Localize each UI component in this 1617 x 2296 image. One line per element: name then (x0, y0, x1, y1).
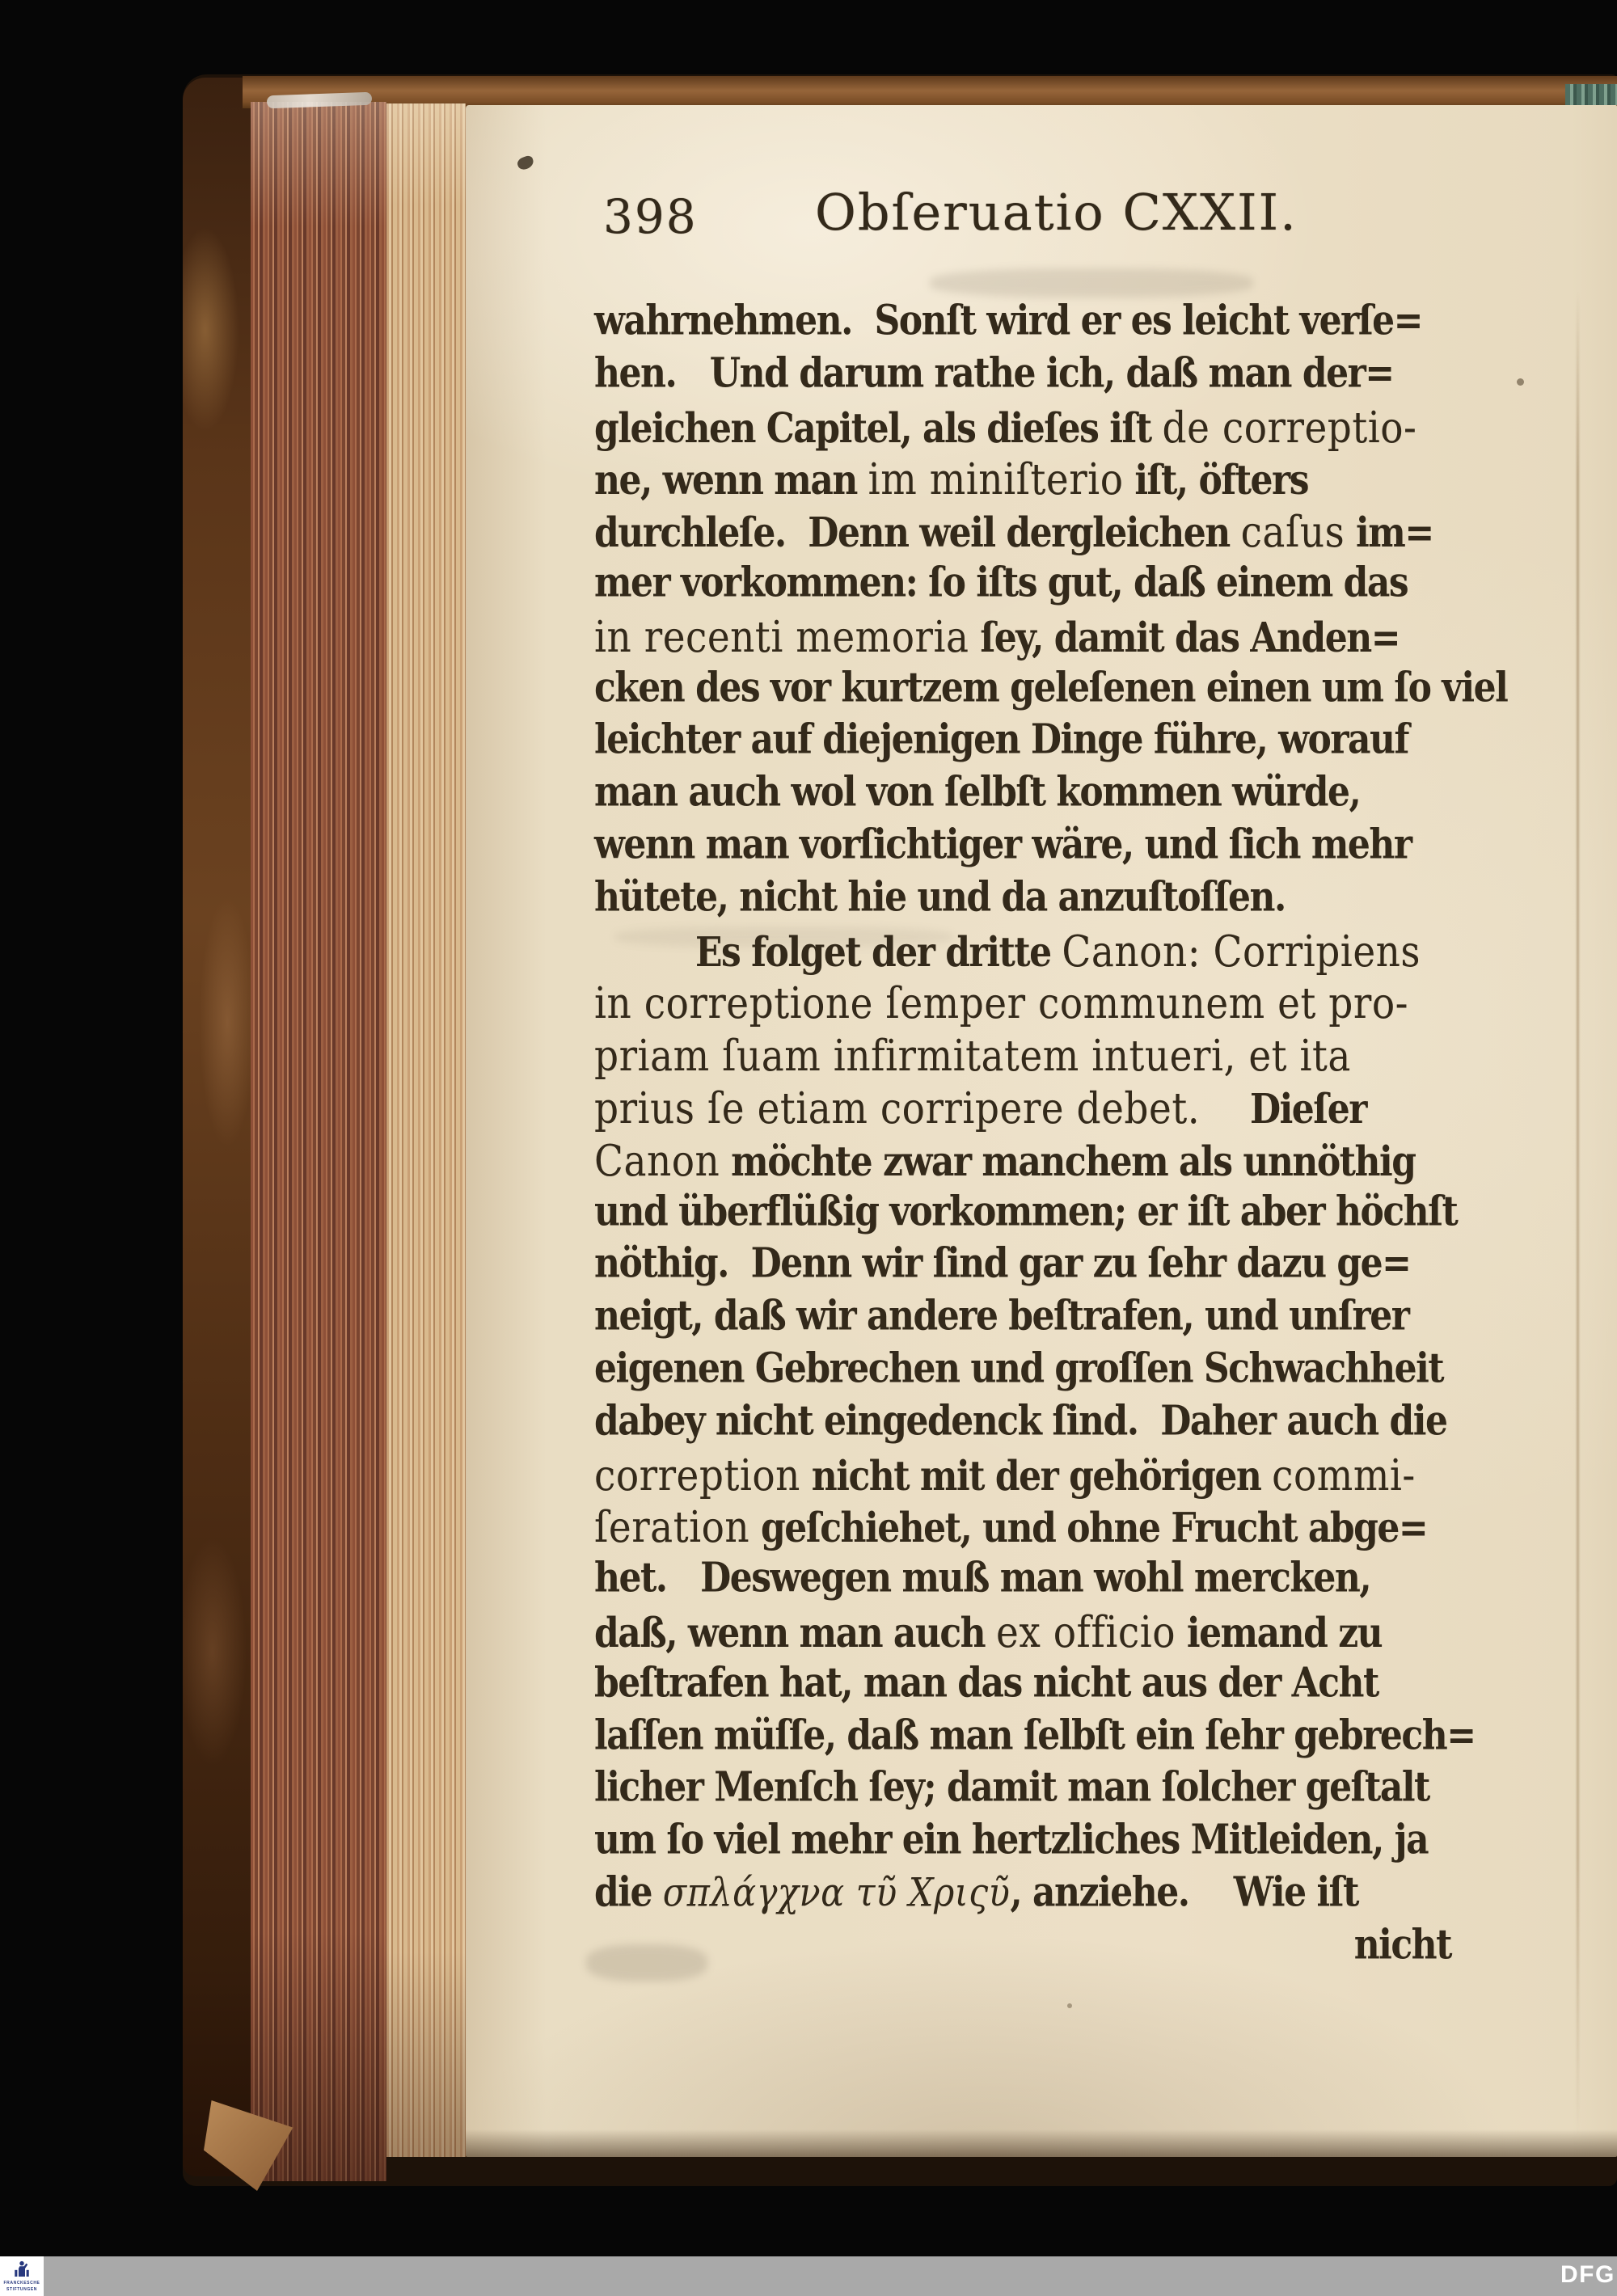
library-logo-name-line1: FRANCKESCHE (3, 2281, 40, 2286)
text-segment-antiqua: de correptio- (1162, 403, 1417, 454)
text-line (594, 1817, 1428, 1863)
text-segment-fraktur: hen. Und darum rathe ich, daß man der= (594, 350, 1394, 398)
text-line (594, 978, 1408, 1029)
text-segment-fraktur: möchte zwar manchem als unnöthig (720, 1138, 1416, 1186)
text-segment-fraktur: die (594, 1869, 663, 1917)
text-segment-fraktur: im= (1345, 509, 1433, 557)
catchword-line (1354, 1922, 1451, 1969)
text-line (594, 1345, 1443, 1392)
text-segment-fraktur: eigenen Gebrechen und groſſen Schwachheit (594, 1345, 1444, 1393)
text-line (594, 1555, 1370, 1602)
text-segment-antiqua: correption (594, 1450, 800, 1501)
text-segment-fraktur: iemand zu (1176, 1610, 1383, 1657)
digitization-footer-bar (0, 2256, 1617, 2296)
text-segment-fraktur: nöthig. Denn wir ſind gar zu ſehr dazu ge= (594, 1240, 1411, 1288)
text-segment-fraktur: um ſo viel mehr ein hertzliches Mitleiden, ja (594, 1817, 1429, 1864)
text-segment-fraktur: und überflüßig vorkommen; er iſt aber höchſt (594, 1188, 1458, 1236)
text-segment-fraktur: , anziehe. Wie iſt (1010, 1869, 1358, 1917)
text-line (594, 1712, 1476, 1759)
text-line (594, 454, 1308, 505)
dfg-logo: DFG (1560, 2261, 1615, 2288)
text-line (594, 1764, 1429, 1811)
text-segment-fraktur: iſt, öfters (1123, 457, 1308, 504)
library-logo-box (0, 2256, 44, 2296)
text-segment-antiqua: in correptione ſemper communem et pro- (594, 978, 1409, 1029)
text-line (594, 1660, 1378, 1707)
text-line (594, 1450, 1416, 1501)
text-segment-antiqua: caſus (1240, 507, 1345, 558)
text-line (594, 874, 1286, 921)
text-segment-fraktur: licher Menſch ſey; damit man ſolcher geſtalt (594, 1764, 1429, 1812)
text-segment-fraktur: daß, wenn man auch (594, 1610, 996, 1657)
text-segment-antiqua: priam ſuam infirmitatem intueri, et ita (594, 1031, 1351, 1082)
text-line (594, 1398, 1446, 1445)
text-line (594, 507, 1433, 558)
text-line (695, 926, 1421, 977)
page-number: 398 (603, 189, 698, 244)
text-segment-fraktur: wahrnehmen. Sonſt wird er es leicht verſe= (594, 298, 1423, 345)
text-line (594, 665, 1507, 711)
text-segment-fraktur: nicht (1353, 1922, 1451, 1969)
text-segment-antiqua: im miniſterio (868, 454, 1124, 505)
text-segment-antiqua: in recenti memoria (594, 612, 969, 663)
text-segment-fraktur: dabey nicht eingedenck ſind. Daher auch die (594, 1398, 1447, 1446)
text-segment-fraktur: beſtrafen hat, man das nicht aus der Acht (594, 1660, 1378, 1707)
text-segment-fraktur: Dieſer (1249, 1086, 1366, 1133)
text-segment-antiqua: ex officio (996, 1607, 1176, 1658)
text-line (594, 1240, 1411, 1287)
text-segment-fraktur: het. Deswegen muß man wohl mercken, (594, 1555, 1371, 1602)
text-line (594, 716, 1408, 763)
text-segment-antiqua: Canon: Corripiens (1062, 926, 1421, 977)
text-segment-antiqua: prius ſe etiam corripere debet. (594, 1083, 1250, 1134)
text-segment-fraktur: neigt, daß wir andere beſtrafen, und unſrer (594, 1293, 1409, 1340)
text-segment-fraktur: leichter auf diejenigen Dinge führe, worauf (594, 716, 1408, 764)
text-line (594, 1502, 1427, 1553)
text-line (594, 1083, 1366, 1134)
text-segment-greek: σπλάγχνα τῦ Χριςῦ (662, 1870, 1011, 1917)
franckesche-stiftungen-logo-icon (13, 2260, 31, 2280)
text-segment-fraktur: nicht mit der gehörigen (800, 1453, 1273, 1500)
text-line (594, 769, 1360, 816)
text-segment-antiqua: ſeration (594, 1502, 750, 1553)
text-segment-fraktur: geſchiehet, und ohne Frucht abge= (749, 1505, 1428, 1552)
text-line (594, 1188, 1457, 1235)
text-line (594, 298, 1422, 344)
text-segment-fraktur: gleichen Capitel, als dieſes iſt (594, 405, 1163, 453)
text-segment-fraktur: Es folget der dritte (695, 929, 1062, 977)
text-segment-fraktur: laſſen müſſe, daß man ſelbſt ein ſehr gebrech= (594, 1712, 1476, 1760)
text-segment-fraktur: man auch wol von ſelbſt kommen würde, (594, 769, 1361, 817)
library-logo-name-line2: STIFTUNGEN (6, 2286, 37, 2292)
text-segment-fraktur: wenn man vorſichtiger wäre, und ſich mehr (594, 821, 1412, 869)
text-segment-antiqua: commi- (1272, 1450, 1416, 1501)
text-segment-fraktur: cken des vor kurtzem geleſenen einen um ſo viel (594, 665, 1508, 712)
text-line (594, 1136, 1415, 1187)
text-line (594, 1607, 1382, 1658)
text-segment-fraktur: mer vorkommen: ſo iſts gut, daß einem das (594, 559, 1408, 607)
text-line (594, 821, 1412, 868)
text-segment-antiqua: Canon (594, 1136, 720, 1187)
text-line (594, 1293, 1408, 1340)
text-segment-fraktur: hütete, nicht hie und da anzuſtoſſen. (594, 874, 1286, 922)
running-title: Obſeruatio CXXII. (815, 183, 1298, 242)
text-line (594, 1869, 1358, 1916)
text-segment-fraktur: durchleſe. Denn weil dergleichen (594, 509, 1241, 557)
text-line (594, 403, 1416, 454)
text-line (594, 559, 1408, 606)
text-line (594, 612, 1400, 663)
text-line (594, 1031, 1351, 1082)
text-segment-fraktur: ſey, damit das Anden= (969, 614, 1400, 662)
text-line (594, 350, 1394, 397)
text-segment-fraktur: ne, wenn man (594, 457, 868, 504)
